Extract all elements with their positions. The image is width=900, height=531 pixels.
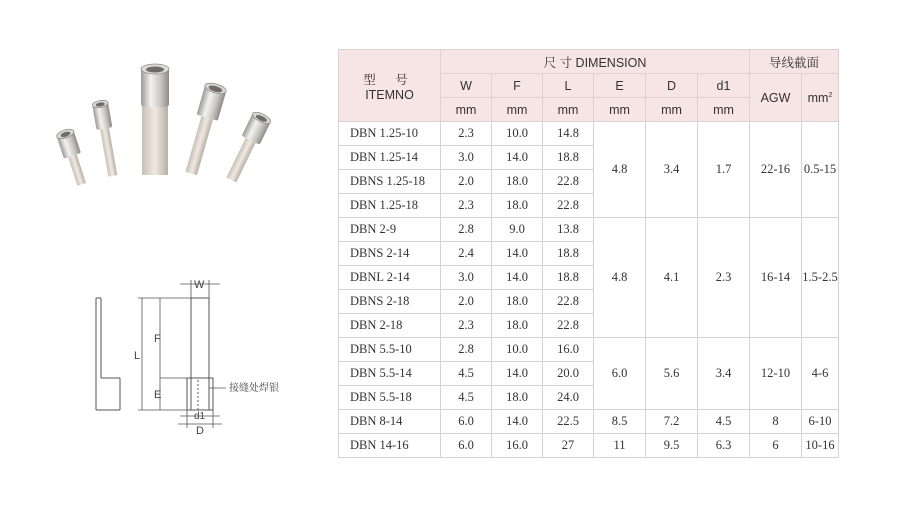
cell-e: 11: [594, 434, 646, 458]
cell-agw: 8: [750, 410, 802, 434]
header-wire: 导线截面: [750, 50, 839, 74]
cell-d1: 6.3: [698, 434, 750, 458]
drawing-side-view: [96, 298, 120, 410]
cell-w: 2.3: [441, 122, 492, 146]
cell-l: 14.8: [543, 122, 594, 146]
cell-agw: 16-14: [750, 218, 802, 338]
cell-f: 18.0: [492, 170, 543, 194]
cell-e: 4.8: [594, 218, 646, 338]
cell-l: 24.0: [543, 386, 594, 410]
row-model: DBN 1.25-14: [339, 146, 441, 170]
cell-l: 18.8: [543, 146, 594, 170]
cell-l: 22.8: [543, 194, 594, 218]
header-model-en: ITEMNO: [365, 87, 414, 102]
cell-w: 6.0: [441, 410, 492, 434]
dim-label-d: D: [196, 425, 204, 437]
cell-f: 10.0: [492, 122, 543, 146]
cell-agw: 6: [750, 434, 802, 458]
dim-label-l: L: [134, 350, 141, 362]
cell-mm2: 1.5-2.5: [802, 218, 839, 338]
terminal-photo-2: [92, 99, 121, 177]
row-model: DBNL 2-14: [339, 266, 441, 290]
dim-label-f: F: [154, 333, 161, 345]
header-mm2: [802, 74, 839, 122]
table-row: [339, 338, 839, 362]
cell-e: 4.8: [594, 122, 646, 218]
unit-d: mm: [646, 98, 698, 122]
cell-f: 14.0: [492, 242, 543, 266]
cell-l: 13.8: [543, 218, 594, 242]
dim-label-w: W: [194, 279, 205, 291]
cell-mm2: 10-16: [802, 434, 839, 458]
table-row: [339, 434, 839, 458]
row-model: DBN 1.25-10: [339, 122, 441, 146]
terminal-photo-5: [222, 110, 272, 184]
cell-w: 4.5: [441, 386, 492, 410]
table-row: [339, 410, 839, 434]
header-model: [339, 50, 441, 122]
row-model: DBN 2-9: [339, 218, 441, 242]
header-dimension: 尺 寸 DIMENSION: [441, 50, 750, 74]
cell-f: 14.0: [492, 362, 543, 386]
unit-e: mm: [594, 98, 646, 122]
header-col-e: E: [594, 74, 646, 98]
cell-f: 14.0: [492, 410, 543, 434]
cell-d1: 1.7: [698, 122, 750, 218]
cell-e: 8.5: [594, 410, 646, 434]
cell-l: 27: [543, 434, 594, 458]
header-model-cn: 型 号: [363, 72, 416, 87]
unit-f: mm: [492, 98, 543, 122]
cell-d: 5.6: [646, 338, 698, 410]
cell-w: 6.0: [441, 434, 492, 458]
unit-d1: mm: [698, 98, 750, 122]
dim-label-d1: d1: [194, 411, 206, 422]
cell-w: 2.0: [441, 290, 492, 314]
header-row-1: [339, 50, 839, 74]
dim-label-e: E: [154, 389, 162, 401]
drawing-front-view: [187, 298, 213, 410]
row-model: DBNS 2-18: [339, 290, 441, 314]
weld-note: 接缝处焊银: [229, 383, 279, 394]
cell-f: 14.0: [492, 266, 543, 290]
header-agw: AGW: [750, 74, 802, 122]
cell-f: 18.0: [492, 194, 543, 218]
cell-f: 14.0: [492, 146, 543, 170]
cell-f: 16.0: [492, 434, 543, 458]
cell-agw: 12-10: [750, 338, 802, 410]
cell-d1: 4.5: [698, 410, 750, 434]
cell-w: 4.5: [441, 362, 492, 386]
row-model: DBN 2-18: [339, 314, 441, 338]
cell-e: 6.0: [594, 338, 646, 410]
cell-d: 9.5: [646, 434, 698, 458]
header-mm2-unit: mm: [807, 90, 829, 105]
cell-l: 22.8: [543, 314, 594, 338]
row-model: DBN 5.5-10: [339, 338, 441, 362]
header-col-d: D: [646, 74, 698, 98]
header-col-d1: d1: [698, 74, 750, 98]
cell-d: 7.2: [646, 410, 698, 434]
row-model: DBNS 2-14: [339, 242, 441, 266]
cell-l: 18.8: [543, 266, 594, 290]
cell-w: 2.8: [441, 218, 492, 242]
cell-agw: 22-16: [750, 122, 802, 218]
unit-w: mm: [441, 98, 492, 122]
cell-l: 22.8: [543, 290, 594, 314]
cell-w: 2.4: [441, 242, 492, 266]
cell-w: 2.3: [441, 314, 492, 338]
cell-f: 18.0: [492, 290, 543, 314]
product-photo: [40, 55, 300, 195]
cell-l: 18.8: [543, 242, 594, 266]
cell-l: 20.0: [543, 362, 594, 386]
header-col-w: W: [441, 74, 492, 98]
table-row: [339, 218, 839, 242]
terminal-photo-4: [181, 81, 228, 176]
row-model: DBN 14-16: [339, 434, 441, 458]
cell-f: 10.0: [492, 338, 543, 362]
cell-w: 2.0: [441, 170, 492, 194]
header-col-l: L: [543, 74, 594, 98]
cell-w: 3.0: [441, 266, 492, 290]
spec-table: [338, 49, 839, 458]
row-model: DBN 5.5-14: [339, 362, 441, 386]
cell-d: 4.1: [646, 218, 698, 338]
cell-w: 2.3: [441, 194, 492, 218]
row-model: DBN 5.5-18: [339, 386, 441, 410]
cell-f: 18.0: [492, 314, 543, 338]
row-model: DBN 8-14: [339, 410, 441, 434]
table-row: [339, 122, 839, 146]
unit-l: mm: [543, 98, 594, 122]
cell-d1: 3.4: [698, 338, 750, 410]
cell-l: 16.0: [543, 338, 594, 362]
cell-f: 18.0: [492, 386, 543, 410]
cell-f: 9.0: [492, 218, 543, 242]
cell-l: 22.8: [543, 170, 594, 194]
cell-mm2: 0.5-15: [802, 122, 839, 218]
cell-w: 2.8: [441, 338, 492, 362]
cell-d: 3.4: [646, 122, 698, 218]
row-model: DBNS 1.25-18: [339, 170, 441, 194]
cell-w: 3.0: [441, 146, 492, 170]
cell-mm2: 6-10: [802, 410, 839, 434]
terminal-photo-3: [141, 64, 169, 175]
cell-mm2: 4-6: [802, 338, 839, 410]
cell-l: 22.5: [543, 410, 594, 434]
row-model: DBN 1.25-18: [339, 194, 441, 218]
header-col-f: F: [492, 74, 543, 98]
terminal-drawing: [60, 270, 310, 440]
cell-d1: 2.3: [698, 218, 750, 338]
terminal-photo-1: [56, 127, 91, 187]
header-mm2-sup: 2: [828, 91, 833, 99]
